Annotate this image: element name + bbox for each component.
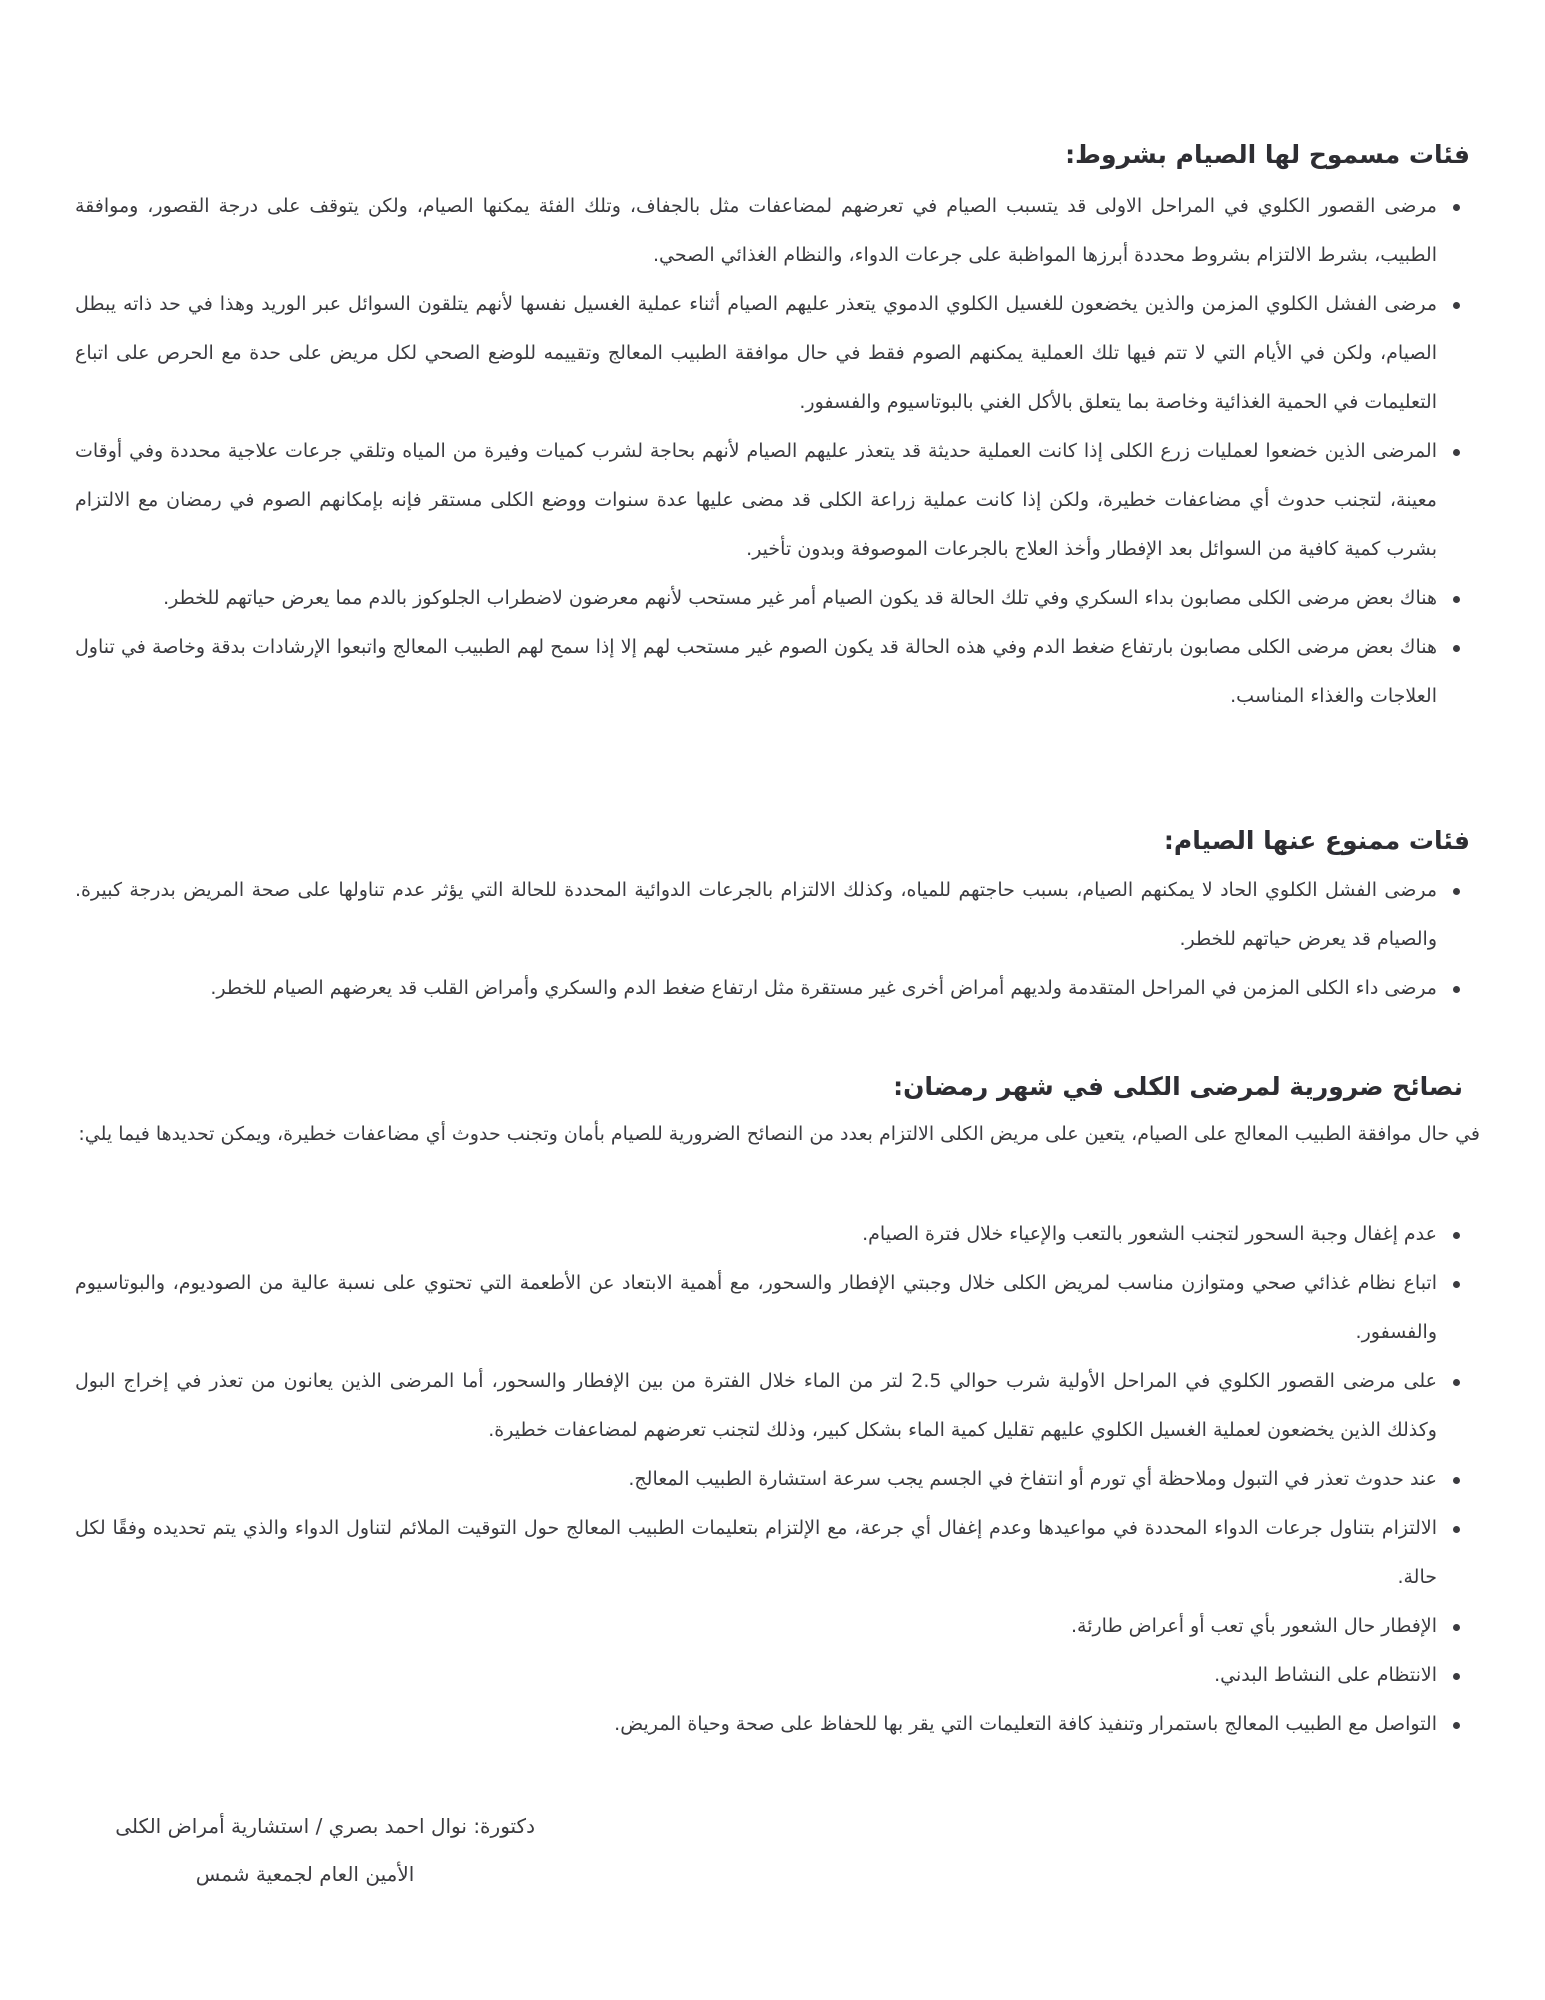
author-name-title: دكتورة: نوال احمد بصري / استشارية أمراض الكلى <box>115 1814 535 1838</box>
section-title-ramadan-tips: نصائح ضرورية لمرضى الكلى في شهر رمضان: <box>893 1072 1463 1101</box>
list-item: عدم إغفال وجبة السحور لتجنب الشعور بالتعب والإعياء خلال فترة الصيام. <box>75 1210 1470 1259</box>
list-item: الانتظام على النشاط البدني. <box>75 1651 1470 1700</box>
list-item: مرضى الفشل الكلوي المزمن والذين يخضعون للغسيل الكلوي الدموي يتعذر عليهم الصيام أثناء عملية الغسيل نفسها لأنهم يتلقون السوائل عبر الوريد وهذا في حد ذاته يبطل الصيام، ولكن في الأيام التي لا تتم فيها تلك العملية يمكنهم الصوم فقط في حال موافقة الطبيب المعالج وتقييمه للوضع الصحي لكل مريض على حدة مع الحرص على اتباع التعليمات في الحمية الغذائية وخاصة بما يتعلق بالأكل الغني بالبوتاسيوم والفسفور. <box>75 280 1470 427</box>
author-signature <box>75 1802 535 1898</box>
list-item: مرضى داء الكلى المزمن في المراحل المتقدمة ولديهم أمراض أخرى غير مستقرة مثل ارتفاع ضغط الدم والسكري وأمراض القلب قد يعرضهم الصيام للخطر. <box>75 964 1470 1013</box>
list-item: عند حدوث تعذر في التبول وملاحظة أي تورم أو انتفاخ في الجسم يجب سرعة استشارة الطبيب المعالج. <box>75 1455 1470 1504</box>
list-item: اتباع نظام غذائي صحي ومتوازن مناسب لمريض الكلى خلال وجبتي الإفطار والسحور، مع أهمية الابتعاد عن الأطعمة التي تحتوي على نسبة عالية من الصوديوم، والبوتاسيوم والفسفور. <box>75 1259 1470 1357</box>
ramadan-tips-intro: في حال موافقة الطبيب المعالج على الصيام، يتعين على مريض الكلى الالتزام بعدد من النصائح الضرورية للصيام بأمان وتجنب حدوث أي مضاعفات خطيرة، ويمكن تحديدها فيما يلي: <box>78 1123 1480 1145</box>
list-item: الإفطار حال الشعور بأي تعب أو أعراض طارئة. <box>75 1602 1470 1651</box>
list-item: الالتزام بتناول جرعات الدواء المحددة في مواعيدها وعدم إغفال أي جرعة، مع الإلتزام بتعليمات الطبيب المعالج حول التوقيت الملائم لتناول الدواء والذي يتم تحديده وفقًا لكل حالة. <box>75 1504 1470 1602</box>
list-item: التواصل مع الطبيب المعالج باستمرار وتنفيذ كافة التعليمات التي يقر بها للحفاظ على صحة وحياة المريض. <box>75 1700 1470 1749</box>
forbidden-list <box>75 866 1470 1013</box>
list-item: مرضى الفشل الكلوي الحاد لا يمكنهم الصيام، بسبب حاجتهم للمياه، وكذلك الالتزام بالجرعات الدوائية المحددة للحالة التي يؤثر عدم تناولها على صحة المريض بدرجة كبيرة. والصيام قد يعرض حياتهم للخطر. <box>75 866 1470 964</box>
list-item: المرضى الذين خضعوا لعمليات زرع الكلى إذا كانت العملية حديثة قد يتعذر عليهم الصيام لأنهم بحاجة لشرب كميات وفيرة من المياه وتلقي جرعات علاجية محددة وفي أوقات معينة، لتجنب حدوث أي مضاعفات خطيرة، ولكن إذا كانت عملية زراعة الكلى قد مضى عليها عدة سنوات ووضع الكلى مستقر فإنه بإمكانهم الصوم في رمضان مع الالتزام بشرب كمية كافية من السوائل بعد الإفطار وأخذ العلاج بالجرعات الموصوفة وبدون تأخير. <box>75 427 1470 574</box>
list-item: على مرضى القصور الكلوي في المراحل الأولية شرب حوالي 2.5 لتر من الماء خلال الفترة من بين الإفطار والسحور، أما المرضى الذين يعانون من تعذر في إخراج البول وكذلك الذين يخضعون لعملية الغسيل الكلوي عليهم تقليل كمية الماء بشكل كبير، وذلك لتجنب تعرضهم لمضاعفات خطيرة. <box>75 1357 1470 1455</box>
list-item: مرضى القصور الكلوي في المراحل الاولى قد يتسبب الصيام في تعرضهم لمضاعفات مثل بالجفاف، وتلك الفئة يمكنها الصيام، ولكن يتوقف على درجة القصور، وموافقة الطبيب، بشرط الالتزام بشروط محددة أبرزها المواظبة على جرعات الدواء، والنظام الغذائي الصحي. <box>75 182 1470 280</box>
list-item: هناك بعض مرضى الكلى مصابون بداء السكري وفي تلك الحالة قد يكون الصيام أمر غير مستحب لأنهم معرضون لاضطراب الجلوكوز بالدم مما يعرض حياتهم للخطر. <box>75 574 1470 623</box>
section-title-allowed-with-conditions: فئات مسموح لها الصيام بشروط: <box>1065 140 1470 169</box>
allowed-with-conditions-list <box>75 182 1470 721</box>
section-title-forbidden: فئات ممنوع عنها الصيام: <box>1163 826 1470 855</box>
author-position: الأمين العام لجمعية شمس <box>195 1862 415 1886</box>
list-item: هناك بعض مرضى الكلى مصابون بارتفاع ضغط الدم وفي هذه الحالة قد يكون الصوم غير مستحب لهم إلا إذا سمح لهم الطبيب المعالج واتبعوا الإرشادات بدقة وخاصة في تناول العلاجات والغذاء المناسب. <box>75 623 1470 721</box>
ramadan-tips-list <box>75 1210 1470 1749</box>
